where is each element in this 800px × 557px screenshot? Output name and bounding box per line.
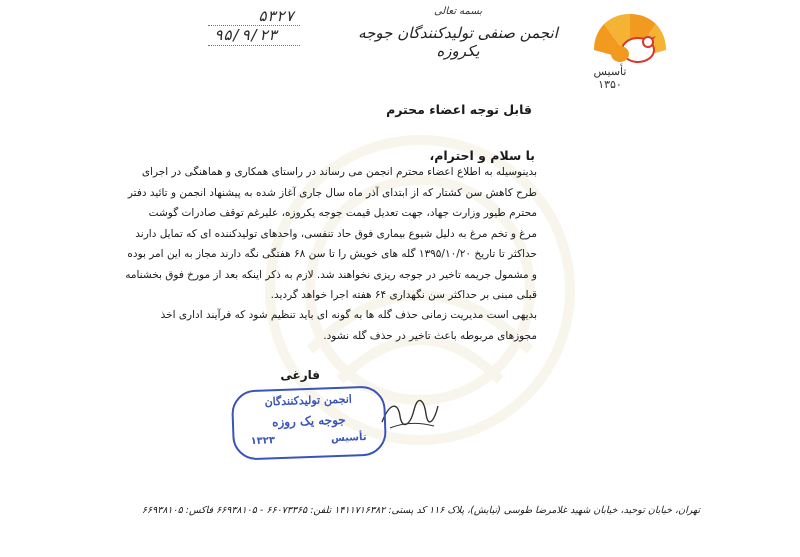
paragraph-line: محترم طیور وزارت جهاد، جهت تعدیل قیمت جوجه یکروزه، علیرغم توقف صادرات گوشت (148, 207, 537, 219)
signature-icon (380, 392, 440, 432)
reference-block (208, 6, 300, 54)
paragraph-line: مجوزهای مربوطه باعث تاخیر در حذف گله نشود. (323, 329, 537, 342)
organization-logo-icon (590, 10, 670, 72)
reference-date: ۹۵/۹/۲۳ (214, 26, 278, 44)
paragraph-line: حداکثر تا تاریخ ۱۳۹۵/۱۰/۲۰ گله های خویش را تا سن ۶۸ هفتگی نگه دارند مجاز به این امر بوده (127, 248, 537, 260)
bismillah: بسمه تعالی (433, 6, 483, 17)
footer-address: تهران، خیابان توحید، خیابان شهید غلامرضا طوسی (نیایش)، پلاک ۱۱۶ کد پستی: ۱۴۱۱۷۱۶۳۸۲ تلفن: ۶۶۰۷۳۳۶۵ - ۶۶۹۳۸۱۰۵ فاکس: ۶۶۹۳۸۱۰۵ (141, 505, 700, 516)
paragraph-line: طرح کاهش سن کشتار که از ابتدای آذر ماه سال جاری آغاز شده به پیشنهاد انجمن و تائید دفتر (127, 186, 537, 199)
body-paragraph-2 (161, 305, 537, 346)
paragraph-line: بدینوسیله به اطلاع اعضاء محترم انجمن می رساند در راستای همکاری و هماهنگی در اجرای (141, 166, 537, 178)
organization-stamp (231, 385, 387, 460)
stamp-subtitle: جوجه یک روزه (271, 412, 346, 430)
greeting: با سلام و احترام، (429, 148, 535, 163)
paragraph-line: بدیهی است مدیریت زمانی حذف گله ها به گونه ای باید تنظیم شود که فرآیند اداری اخذ (160, 309, 537, 321)
paragraph-line: و مشمول جریمه تاخیر در جوجه ریزی نخواهند شد. لازم به ذکر اینکه بعد از مورخ فوق بخشنامه (125, 268, 537, 281)
founded-year: تأسیس ۱۳۵۰ (593, 65, 627, 91)
paragraph-line: قبلی مبنی بر حداکثر سن نگهداری ۶۴ هفته اجرا خواهد گردید. (270, 289, 537, 301)
addressee: قابل توجه اعضاء محترم (386, 102, 532, 117)
organization-name: انجمن صنفی تولیدکنندگان جوجه یکروزه (358, 24, 558, 60)
stamp-title: انجمن تولیدکنندگان (264, 392, 353, 409)
body-paragraph-1-end (271, 285, 537, 306)
body-paragraph-1 (125, 162, 537, 285)
signer-name: فارغی (280, 368, 320, 382)
reference-number: ۵۳۲۷ (258, 7, 295, 25)
stamp-year: ۱۳۲۳ (250, 435, 276, 448)
stamp-established: تأسیس (330, 432, 367, 445)
paragraph-line: مرغ و تخم مرغ به دلیل شیوع بیماری فوق حاد تنفسی، واحدهای تولیدکننده ای که تمایل دارند (135, 227, 537, 240)
